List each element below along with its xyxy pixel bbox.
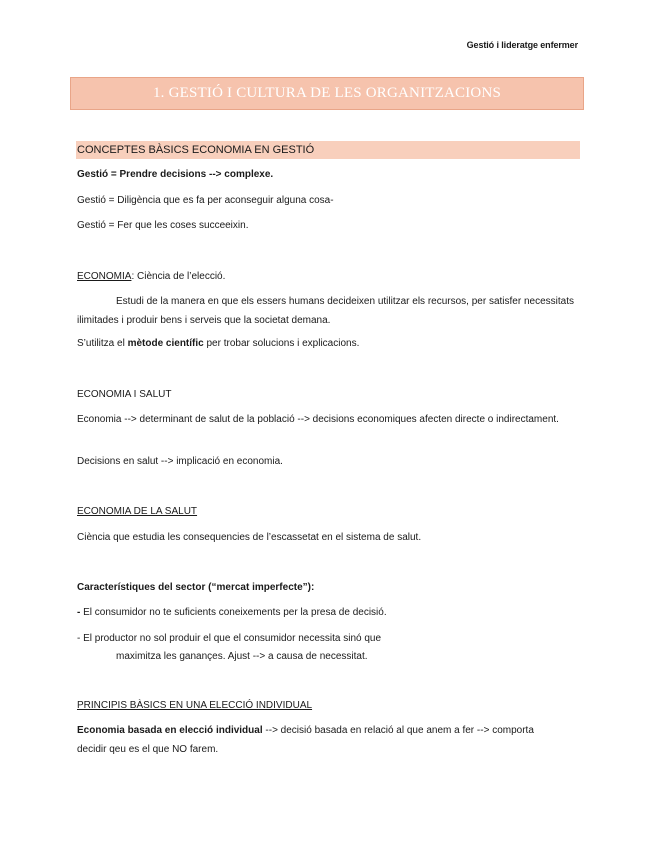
economia-heading: ECONOMIA: [77, 271, 132, 282]
economia-de-la-salut-paragraph: Ciència que estudia les consequencies de l’escassetat en el sistema de salut.: [77, 532, 422, 543]
gestio-line-3: Gestió = Fer que les coses succeeixin.: [77, 220, 249, 231]
metode-cientific-bold: mètode científic: [127, 338, 204, 349]
section-title: CONCEPTES BÀSICS ECONOMIA EN GESTIÓ: [77, 144, 315, 156]
caracteristiques-heading: Característiques del sector (“mercat imperfecte”):: [77, 582, 315, 593]
economia-paragraph-text: Estudi de la manera en que els essers humans decideixen utilitzar els recursos, per satisfer necessitats ilimitades i produir bens i serveis que la societat demana.: [77, 296, 575, 326]
economia-paragraph: [77, 292, 582, 330]
item-1-dash: -: [77, 607, 81, 618]
principis-text: --> decisió basada en relació al que anem a fer --> comporta decidir qeu es el que NO farem.: [77, 725, 534, 755]
decisions-salut-paragraph: Decisions en salut --> implicació en economia.: [77, 456, 283, 467]
economia-i-salut-heading: ECONOMIA I SALUT: [77, 389, 172, 400]
principis-bold: Economia basada en elecció individual: [77, 725, 263, 736]
gestio-line-1: Gestió = Prendre decisions --> complexe.: [77, 169, 274, 180]
principis-heading: PRINCIPIS BÀSICS EN UNA ELECCIÓ INDIVIDUAL: [77, 700, 313, 711]
caracteristiques-item-2-line-1: - El productor no sol produir el que el consumidor necessita sinó que: [77, 633, 382, 644]
running-header: Gestió i lideratge enfermer: [466, 40, 578, 50]
economia-definition: [77, 270, 225, 284]
economia-i-salut-paragraph: Economia --> determinant de salut de la població --> decisions economiques afecten directe o indirectament.: [77, 414, 559, 425]
section-heading-bar: [76, 141, 580, 159]
economia-definition-text: : Ciència de l’elecció.: [131, 271, 226, 282]
metode-cientific-paragraph: [77, 337, 359, 351]
chapter-title: 1. GESTIÓ I CULTURA DE LES ORGANITZACIONS: [152, 85, 502, 101]
economia-de-la-salut-heading: ECONOMIA DE LA SALUT: [77, 506, 198, 517]
chapter-banner: [70, 77, 584, 110]
caracteristiques-item-1: [77, 606, 387, 620]
caracteristiques-item-2-line-2: maximitza les ganançes. Ajust --> a causa de necessitat.: [116, 651, 368, 662]
metode-text-after: per trobar solucions i explicacions.: [203, 338, 360, 349]
item-1-text: El consumidor no te suficients coneixements per la presa de decisió.: [80, 607, 387, 618]
metode-text-before: S’utilitza el: [77, 338, 128, 349]
principis-paragraph: [77, 721, 547, 759]
gestio-line-2: Gestió = Diligència que es fa per aconseguir alguna cosa-: [77, 195, 334, 206]
